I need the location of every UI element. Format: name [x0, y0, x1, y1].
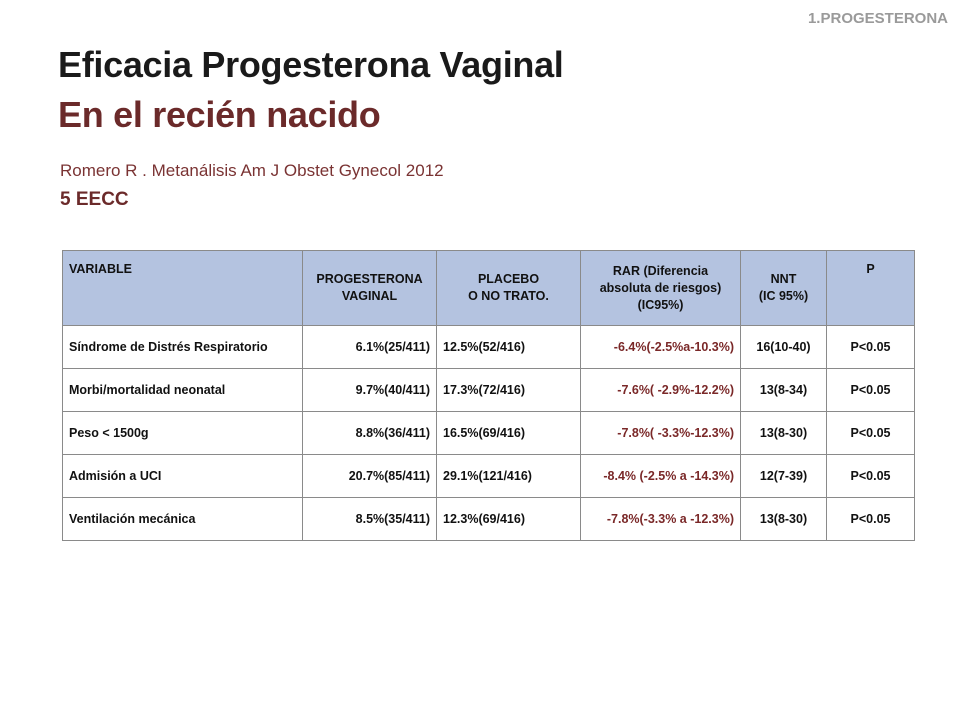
cell-rar: -8.4% (-2.5% a -14.3%)	[581, 455, 741, 498]
cell-placebo: 17.3%(72/416)	[437, 369, 581, 412]
table-header-row	[63, 251, 915, 326]
cell-progesterona: 9.7%(40/411)	[303, 369, 437, 412]
results-table	[62, 250, 915, 541]
cell-nnt: 12(7-39)	[741, 455, 827, 498]
header-rar-line3: (IC95%)	[637, 297, 684, 312]
header-rar-line2: absoluta de riesgos)	[599, 280, 722, 295]
cell-variable: Ventilación mecánica	[63, 498, 303, 541]
header-rar	[581, 251, 741, 326]
header-progesterona-line1: PROGESTERONA	[316, 272, 423, 286]
cell-p: P<0.05	[827, 326, 915, 369]
slide-subtitle: En el recién nacido	[58, 94, 381, 135]
cell-rar: -7.6%( -2.9%-12.2%)	[581, 369, 741, 412]
table-row	[63, 412, 915, 455]
header-p	[827, 251, 915, 326]
cell-placebo: 29.1%(121/416)	[437, 455, 581, 498]
cell-variable: Morbi/mortalidad neonatal	[63, 369, 303, 412]
header-placebo-line1: PLACEBO	[477, 272, 540, 286]
cell-progesterona: 20.7%(85/411)	[303, 455, 437, 498]
header-placebo	[437, 251, 581, 326]
cell-p: P<0.05	[827, 498, 915, 541]
header-nnt-line2: (IC 95%)	[758, 289, 809, 303]
cell-nnt: 13(8-34)	[741, 369, 827, 412]
header-variable-label: VARIABLE	[69, 262, 132, 276]
header-variable	[63, 251, 303, 326]
table-row	[63, 326, 915, 369]
cell-p: P<0.05	[827, 369, 915, 412]
cell-variable: Admisión a UCI	[63, 455, 303, 498]
table-row	[63, 455, 915, 498]
header-nnt	[741, 251, 827, 326]
study-count: 5 EECC	[60, 189, 129, 210]
cell-nnt: 16(10-40)	[741, 326, 827, 369]
cell-rar: -6.4%(-2.5%a-10.3%)	[581, 326, 741, 369]
cell-progesterona: 8.5%(35/411)	[303, 498, 437, 541]
header-rar-line1: RAR (Diferencia	[612, 263, 709, 278]
cell-variable: Peso < 1500g	[63, 412, 303, 455]
header-nnt-line1: NNT	[770, 272, 797, 286]
header-p-label: P	[866, 262, 875, 276]
section-tag: 1.PROGESTERONA	[807, 10, 948, 27]
header-progesterona-line2: VAGINAL	[341, 289, 398, 303]
cell-nnt: 13(8-30)	[741, 412, 827, 455]
table-row	[63, 498, 915, 541]
cell-p: P<0.05	[827, 455, 915, 498]
cell-variable: Síndrome de Distrés Respiratorio	[63, 326, 303, 369]
table-row	[63, 369, 915, 412]
cell-progesterona: 6.1%(25/411)	[303, 326, 437, 369]
cell-nnt: 13(8-30)	[741, 498, 827, 541]
cell-p: P<0.05	[827, 412, 915, 455]
header-progesterona	[303, 251, 437, 326]
cell-progesterona: 8.8%(36/411)	[303, 412, 437, 455]
cell-placebo: 12.5%(52/416)	[437, 326, 581, 369]
cell-placebo: 16.5%(69/416)	[437, 412, 581, 455]
citation: Romero R . Metanálisis Am J Obstet Gynecol 2012	[60, 161, 444, 180]
cell-rar: -7.8%( -3.3%-12.3%)	[581, 412, 741, 455]
header-placebo-line2: O NO TRATO.	[468, 289, 549, 303]
cell-rar: -7.8%(-3.3% a -12.3%)	[581, 498, 741, 541]
slide-title: Eficacia Progesterona Vaginal	[58, 44, 564, 85]
cell-placebo: 12.3%(69/416)	[437, 498, 581, 541]
